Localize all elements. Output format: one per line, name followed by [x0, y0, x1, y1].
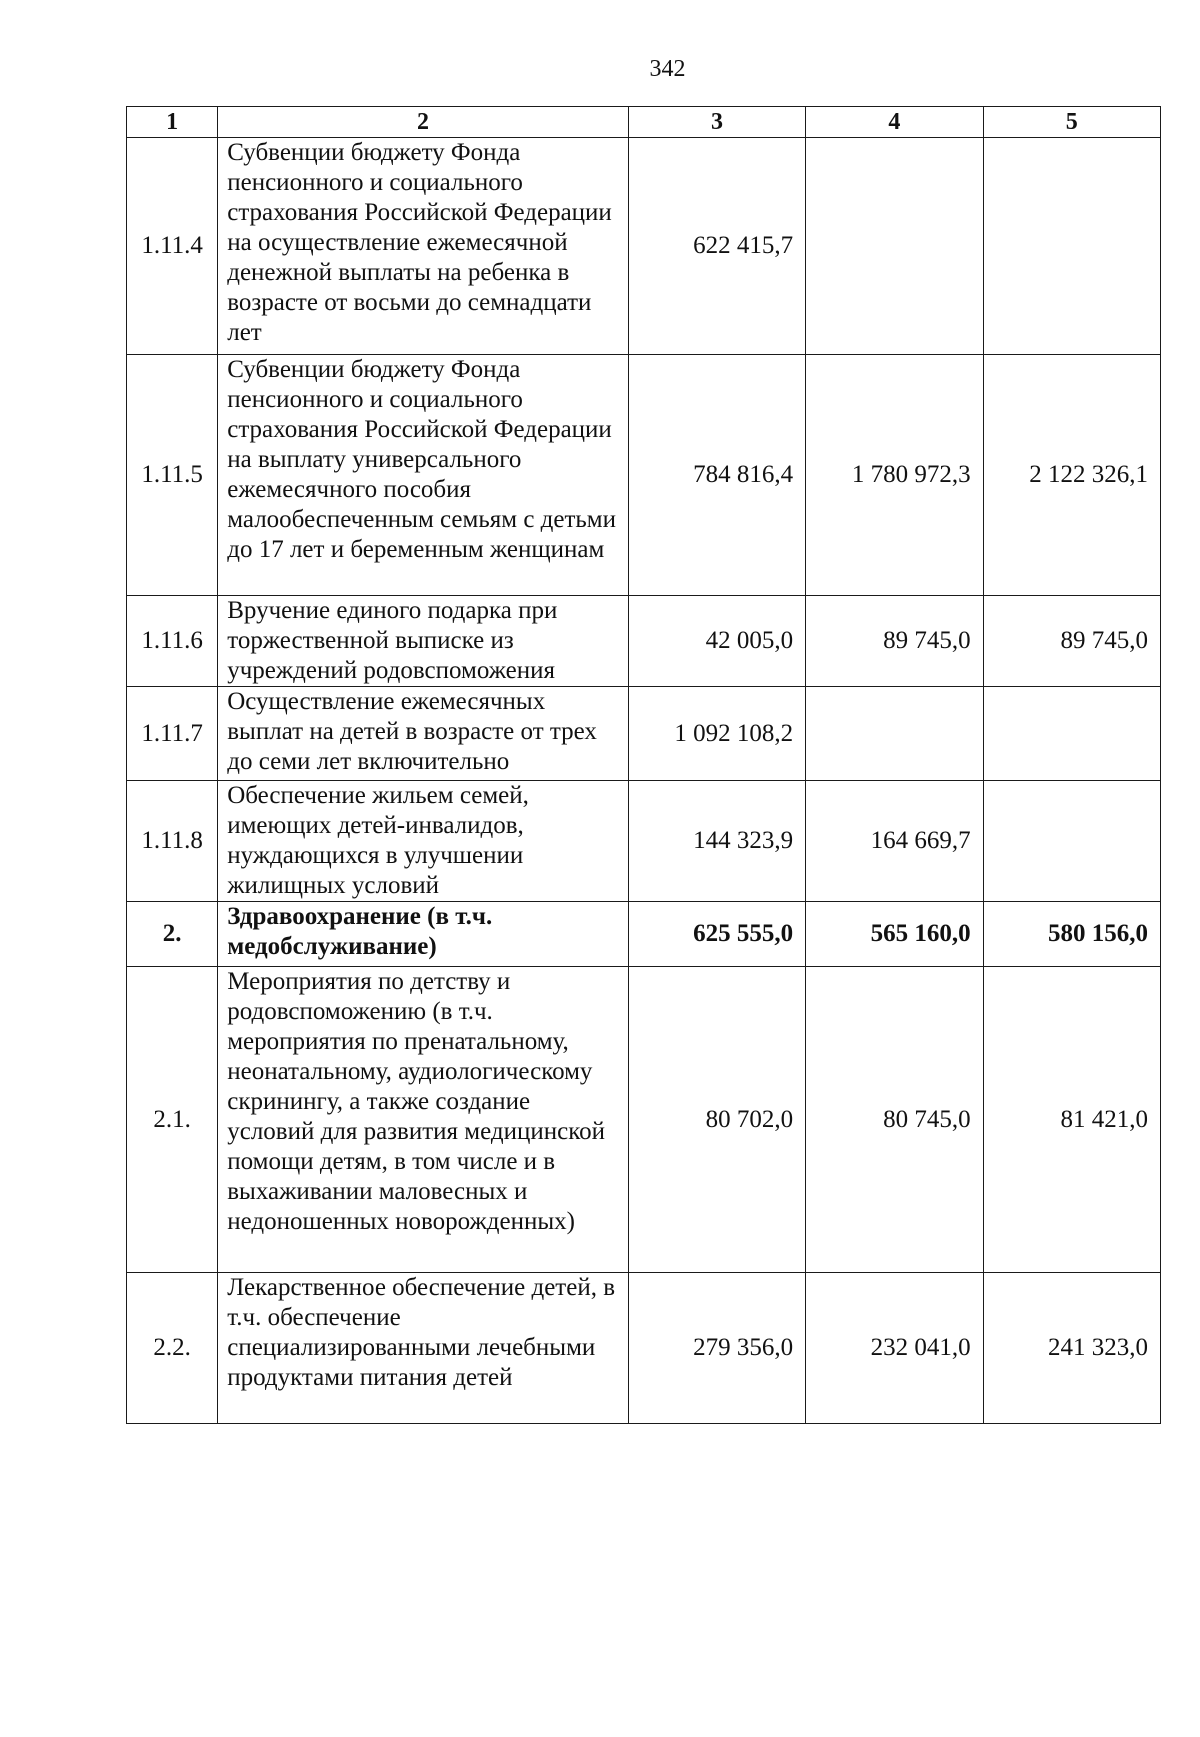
row-value-col-5: 81 421,0 [983, 967, 1160, 1273]
row-value-col-3: 784 816,4 [628, 355, 805, 596]
row-value-col-5: 2 122 326,1 [983, 355, 1160, 596]
row-name: Обеспечение жильем семей, имеющих детей-инвалидов, нуждающихся в улучшении жилищных условий [218, 781, 629, 902]
table-row [127, 967, 1161, 1273]
row-number: 1.11.7 [127, 687, 218, 781]
row-value-col-3: 80 702,0 [628, 967, 805, 1273]
row-value-col-4: 89 745,0 [806, 596, 983, 687]
row-number: 1.11.6 [127, 596, 218, 687]
table-row [127, 781, 1161, 902]
row-value-col-4 [806, 138, 983, 355]
table-row [127, 138, 1161, 355]
row-number: 2. [127, 902, 218, 967]
header-col-4: 4 [806, 107, 983, 138]
row-name: Вручение единого подарка при торжественной выписке из учреждений родовспоможения [218, 596, 629, 687]
row-number: 2.2. [127, 1273, 218, 1424]
row-value-col-4: 1 780 972,3 [806, 355, 983, 596]
row-value-col-3: 279 356,0 [628, 1273, 805, 1424]
row-value-col-3: 42 005,0 [628, 596, 805, 687]
row-name: Мероприятия по детству и родовспоможению (в т.ч. мероприятия по пренатальному, неонатальному, аудиологическому скринингу, а также создание условий для развития медицинской помощи детям, в том числе и в выхаживании маловесных и недоношенных новорожденных) [218, 967, 629, 1273]
row-value-col-5: 89 745,0 [983, 596, 1160, 687]
row-value-col-5: 580 156,0 [983, 902, 1160, 967]
budget-table [126, 106, 1161, 1424]
table-row [127, 596, 1161, 687]
header-col-2: 2 [218, 107, 629, 138]
row-name: Субвенции бюджету Фонда пенсионного и социального страхования Российской Федерации на выплату универсального ежемесячного пособия малообеспеченным семьям с детьми до 17 лет и беременным женщинам [218, 355, 629, 596]
row-value-col-5 [983, 781, 1160, 902]
table-row-section-total [127, 902, 1161, 967]
row-value-col-5 [983, 138, 1160, 355]
row-number: 2.1. [127, 967, 218, 1273]
page-number: 342 [649, 56, 686, 82]
row-value-col-4 [806, 687, 983, 781]
table-row [127, 687, 1161, 781]
row-value-col-4: 565 160,0 [806, 902, 983, 967]
row-value-col-5 [983, 687, 1160, 781]
row-value-col-4: 232 041,0 [806, 1273, 983, 1424]
row-name: Субвенции бюджету Фонда пенсионного и социального страхования Российской Федерации на осуществление ежемесячной денежной выплаты на ребенка в возрасте от восьми до семнадцати лет [218, 138, 629, 355]
row-number: 1.11.8 [127, 781, 218, 902]
row-number: 1.11.5 [127, 355, 218, 596]
row-value-col-3: 1 092 108,2 [628, 687, 805, 781]
row-value-col-4: 164 669,7 [806, 781, 983, 902]
row-name: Здравоохранение (в т.ч. медобслуживание) [218, 902, 629, 967]
header-col-1: 1 [127, 107, 218, 138]
header-col-3: 3 [628, 107, 805, 138]
row-name: Лекарственное обеспечение детей, в т.ч. обеспечение специализированными лечебными продуктами питания детей [218, 1273, 629, 1424]
row-number: 1.11.4 [127, 138, 218, 355]
row-value-col-4: 80 745,0 [806, 967, 983, 1273]
header-col-5: 5 [983, 107, 1160, 138]
row-name: Осуществление ежемесячных выплат на детей в возрасте от трех до семи лет включительно [218, 687, 629, 781]
table-row [127, 355, 1161, 596]
row-value-col-3: 622 415,7 [628, 138, 805, 355]
row-value-col-5: 241 323,0 [983, 1273, 1160, 1424]
row-value-col-3: 625 555,0 [628, 902, 805, 967]
row-value-col-3: 144 323,9 [628, 781, 805, 902]
table-row [127, 1273, 1161, 1424]
header-row [127, 107, 1161, 138]
